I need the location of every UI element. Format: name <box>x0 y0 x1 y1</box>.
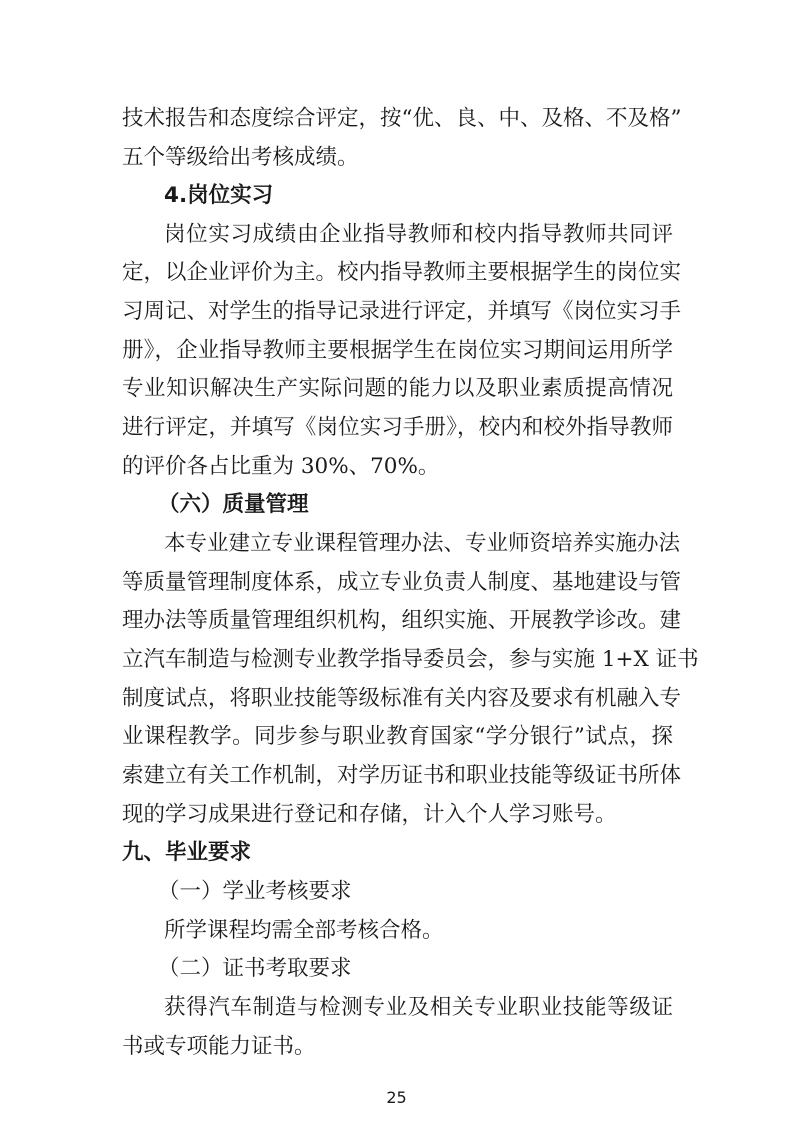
subsection-heading-assessment: （一）学业考核要求 <box>158 879 352 904</box>
paragraph-line: 现的学习成果进行登记和存储，计入个人学习账号。 <box>122 802 617 827</box>
paragraph-line: 定，以企业评价为主。校内指导教师主要根据学生的岗位实 <box>122 260 682 285</box>
paragraph-line: 习周记、对学生的指导记录进行评定，并填写《岗位实习手 <box>122 299 682 324</box>
paragraph-line: 索建立有关工作机制，对学历证书和职业技能等级证书所体 <box>122 763 682 788</box>
paragraph-line: 书或专项能力证书。 <box>122 1034 316 1059</box>
paragraph-line: 专业知识解决生产实际问题的能力以及职业素质提高情况 <box>122 376 673 401</box>
paragraph-line: 理办法等质量管理组织机构，组织实施、开展教学诊改。建 <box>122 608 682 633</box>
paragraph-line: 制度试点，将职业技能等级标准有关内容及要求有机融入专 <box>122 686 682 711</box>
paragraph-line: 的评价各占比重为 30%、70%。 <box>122 454 440 479</box>
paragraph-line: 业课程教学。同步参与职业教育国家“学分银行”试点，探 <box>122 724 673 749</box>
page-number: 25 <box>386 1088 407 1107</box>
paragraph-line: 册》，企业指导教师主要根据学生在岗位实习期间运用所学 <box>122 338 673 363</box>
paragraph-line: 等质量管理制度体系，成立专业负责人制度、基地建设与管 <box>122 570 682 595</box>
paragraph-line: 岗位实习成绩由企业指导教师和校内指导教师共同评 <box>164 222 673 247</box>
section-heading-quality: （六）质量管理 <box>158 492 309 517</box>
subsection-heading-certificate: （二）证书考取要求 <box>158 956 352 981</box>
chapter-heading-graduation: 九、毕业要求 <box>122 840 252 865</box>
paragraph-line: 技术报告和态度综合评定，按“优、良、中、及格、不及格” <box>122 106 682 131</box>
paragraph-line: 进行评定，并填写《岗位实习手册》，校内和校外指导教师 <box>122 415 673 440</box>
section-heading-internship: 4.岗位实习 <box>164 183 274 208</box>
paragraph-line: 本专业建立专业课程管理办法、专业师资培养实施办法 <box>164 531 681 556</box>
paragraph-line: 获得汽车制造与检测专业及相关专业职业技能等级证 <box>164 995 673 1020</box>
paragraph-line: 五个等级给出考核成绩。 <box>122 145 359 170</box>
paragraph-line: 立汽车制造与检测专业教学指导委员会，参与实施 1+X 证书 <box>122 647 699 672</box>
paragraph-line: 所学课程均需全部考核合格。 <box>164 918 444 943</box>
